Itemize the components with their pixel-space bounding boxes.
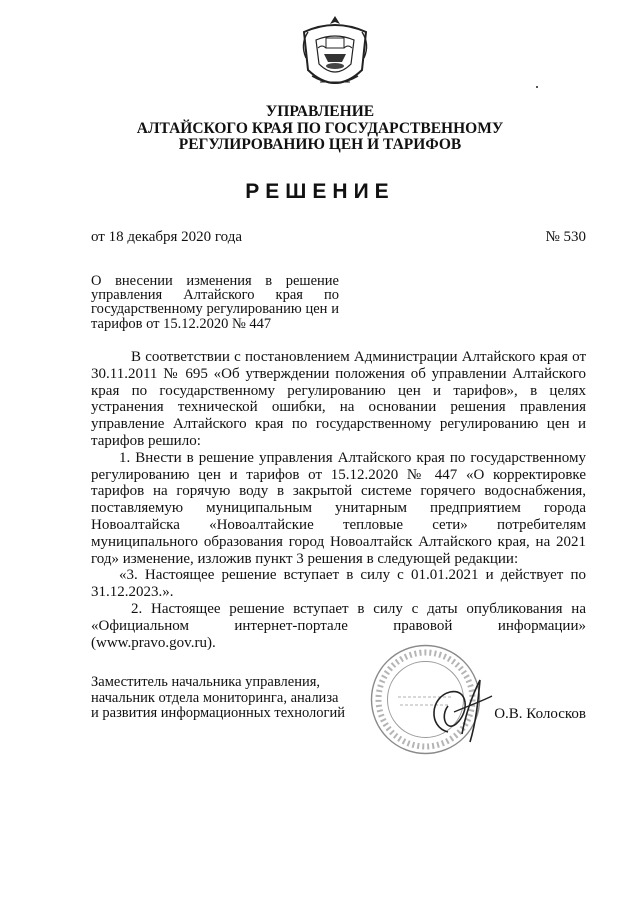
item-2-paragraph: 2. Настоящее решение вступает в силу с даты опубликования на «Официальном интернет-портале правовой информации» (www.pravo.gov.ru). (91, 600, 586, 651)
document-subject: О внесении изменения в решение управления Алтайского края по государственному регулированию цен и тарифов от 15.12.2020 № 447 (91, 273, 339, 332)
preamble-paragraph: В соответствии с постановлением Администрации Алтайского края от 30.11.2011 № 695 «Об утверждении положения об управлении Алтайского края по государственному регулированию цен и тарифов», в целях устранения технической ошибки, на основании решения правления управление Алтайского края по государственному регулированию цен и тарифов решило: (91, 349, 586, 449)
signatory-position (91, 675, 345, 722)
org-line-2: АЛТАЙСКОГО КРАЯ ПО ГОСУДАРСТВЕННОМУ (136, 119, 504, 137)
item-1-quote-paragraph: «3. Настоящее решение вступает в силу с 01.01.2021 и действует по 31.12.2023.». (91, 567, 586, 601)
item-1-paragraph: 1. Внести в решение управления Алтайского края по государственному регулированию цен и тарифов от 15.12.2020 № 447 «О корректировке тарифов на горячую воду в закрытой системе горячего водоснабжения, поставляемую муниципальным унитарным предприятием города Новоалтайска «Новоалтайские тепловые сети» потребителям муниципального образования город Новоалтайск Алтайского края, на 2021 год» изменение, изложив пункт 3 решения в следующей редакции: (91, 449, 586, 567)
position-line-2: начальник отдела мониторинга, анализа (91, 689, 339, 706)
position-line-3: и развития информационных технологий (91, 705, 346, 721)
signatory-name: О.В. Колосков (494, 706, 586, 722)
position-line-1: Заместитель начальника управления, (91, 674, 321, 690)
org-line-1: УПРАВЛЕНИЕ (265, 103, 375, 120)
org-line-3: РЕГУЛИРОВАНИЮ ЦЕН И ТАРИФОВ (178, 136, 462, 153)
organization-name (90, 104, 550, 154)
coat-of-arms-emblem-icon (296, 14, 374, 98)
document-date: от 18 декабря 2020 года (91, 229, 243, 245)
document-title: РЕШЕНИЕ (245, 180, 395, 203)
handwritten-signature (418, 672, 498, 744)
document-number: № 530 (545, 229, 586, 245)
document-body (91, 349, 586, 651)
stray-dot (536, 86, 538, 88)
